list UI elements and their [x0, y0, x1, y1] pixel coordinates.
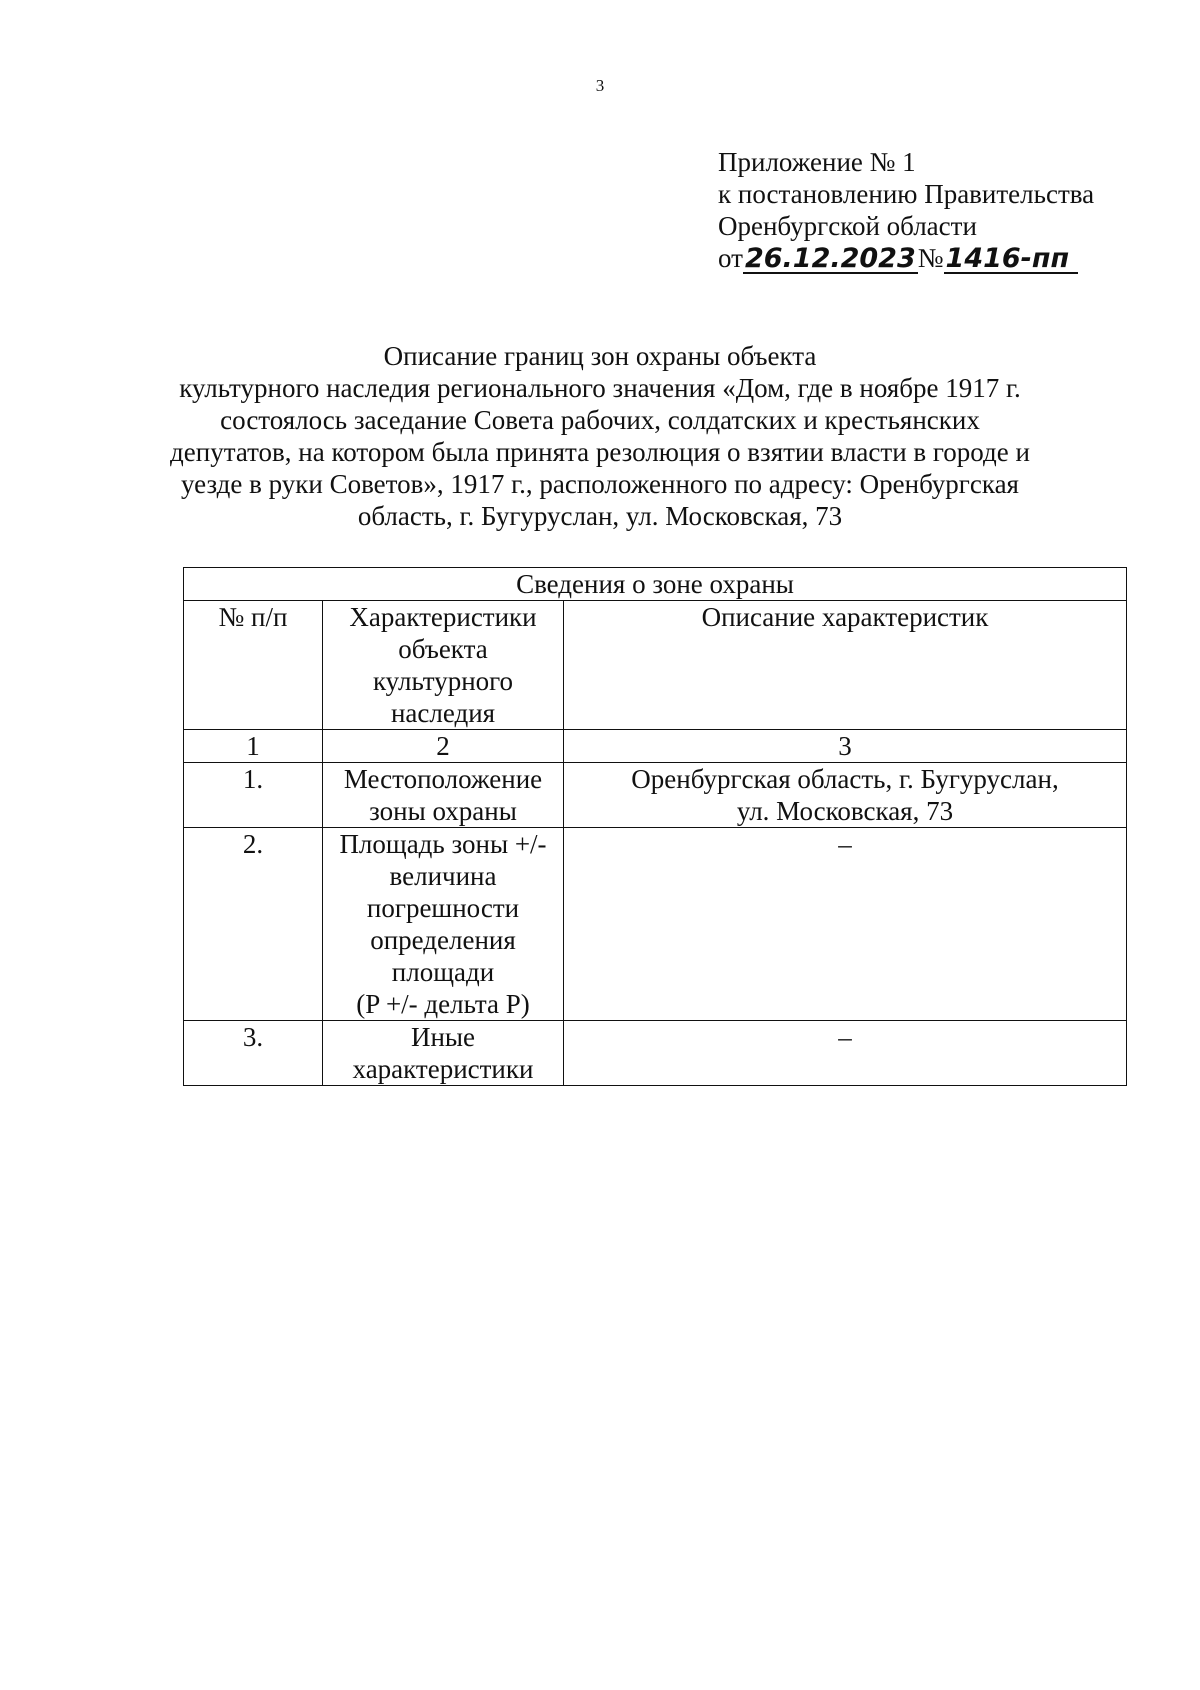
handwritten-number: 1416-пп: [944, 246, 1078, 274]
row-characteristic-line: Площадь зоны +/-: [339, 829, 547, 859]
row-characteristic-line: Местоположение: [343, 764, 543, 794]
row-characteristic-line: величина: [389, 861, 497, 891]
column-number-row: [184, 730, 1127, 763]
header-characteristic: [323, 601, 564, 730]
table-row: [184, 763, 1127, 828]
date-prefix: от: [718, 243, 743, 273]
protection-zone-table: [183, 567, 1127, 1086]
appendix-title: Приложение № 1: [718, 147, 916, 177]
table-header-row: [184, 601, 1127, 730]
row-description-line: Оренбургская область, г. Бугуруслан,: [631, 764, 1059, 794]
row-description-line: –: [838, 829, 852, 859]
title-line: культурного наследия регионального значения «Дом, где в ноябре 1917 г.: [179, 373, 1021, 403]
row-description-line: ул. Московская, 73: [736, 796, 954, 826]
header-characteristic-line: объекта: [398, 634, 488, 664]
row-characteristic-line: характеристики: [352, 1054, 534, 1084]
row-characteristic-line: зоны охраны: [369, 796, 517, 826]
header-characteristic-line: культурного: [372, 666, 514, 696]
title-line: Описание границ зон охраны объекта: [383, 341, 817, 371]
title-line: депутатов, на котором была принята резолюция о взятии власти в городе и: [170, 437, 1030, 467]
row-characteristic-line: определения: [370, 925, 516, 955]
row-characteristic: [323, 828, 564, 1021]
table-row: [184, 828, 1127, 1021]
title-line: состоялось заседание Совета рабочих, солдатских и крестьянских: [220, 405, 980, 435]
row-description: [564, 763, 1127, 828]
row-description: [564, 1021, 1127, 1086]
row-characteristic: [323, 763, 564, 828]
row-number: 2.: [184, 828, 323, 1021]
header-description: Описание характеристик: [564, 601, 1127, 730]
column-number: 2: [323, 730, 564, 763]
header-characteristic-line: Характеристики: [349, 602, 537, 632]
row-characteristic-line: Иные: [410, 1022, 476, 1052]
page-number: 3: [595, 76, 605, 95]
row-characteristic-line: площади: [391, 957, 495, 987]
appendix-date-line: [718, 242, 1094, 274]
row-number: 1.: [184, 763, 323, 828]
appendix-region: Оренбургской области: [718, 211, 977, 241]
table-caption: Сведения о зоне охраны: [184, 568, 1127, 601]
table-caption-row: [184, 568, 1127, 601]
row-description-line: –: [838, 1022, 852, 1052]
row-characteristic-line: (P +/- дельта P): [356, 989, 530, 1019]
title-line: область, г. Бугуруслан, ул. Московская, 73: [357, 501, 843, 531]
title-line: уезде в руки Советов», 1917 г., расположенного по адресу: Оренбургская: [181, 469, 1019, 499]
column-number: 1: [184, 730, 323, 763]
row-number: 3.: [184, 1021, 323, 1086]
number-prefix: №: [917, 243, 944, 273]
header-characteristic-line: наследия: [390, 698, 496, 728]
header-num: № п/п: [184, 601, 323, 730]
document-title: [150, 340, 1050, 532]
table-row: [184, 1021, 1127, 1086]
row-characteristic: [323, 1021, 564, 1086]
appendix-reference: к постановлению Правительства: [718, 179, 1095, 209]
handwritten-date: 26.12.2023: [744, 243, 916, 274]
appendix-block: [718, 146, 1094, 274]
row-characteristic-line: погрешности: [366, 893, 520, 923]
column-number: 3: [564, 730, 1127, 763]
row-description: [564, 828, 1127, 1021]
